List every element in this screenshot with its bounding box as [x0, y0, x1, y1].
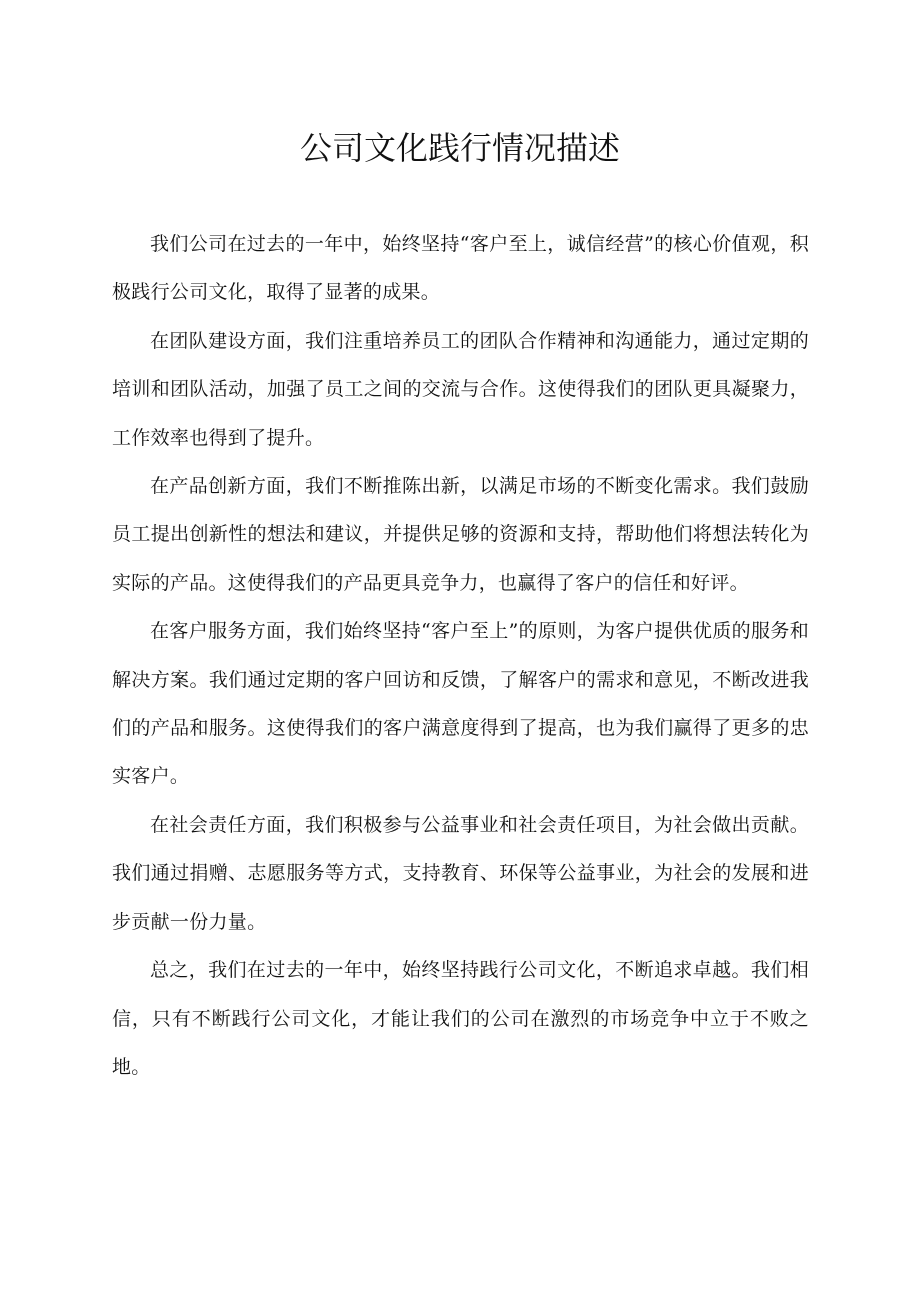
- document-body: [112, 220, 809, 1091]
- paragraph-conclusion: 总之，我们在过去的一年中，始终坚持践行公司文化，不断追求卓越。我们相信，只有不断践行公司文化，才能让我们的公司在激烈的市场竞争中立于不败之地。: [112, 959, 809, 1078]
- paragraph-social-responsibility: 在社会责任方面，我们积极参与公益事业和社会责任项目，为社会做出贡献。我们通过捐赠、志愿服务等方式，支持教育、环保等公益事业，为社会的发展和进步贡献一份力量。: [112, 813, 809, 933]
- page-title: 公司文化践行情况描述: [299, 129, 620, 167]
- paragraph-product-innovation: 在产品创新方面，我们不断推陈出新，以满足市场的不断变化需求。我们鼓励员工提出创新性的想法和建议，并提供足够的资源和支持，帮助他们将想法转化为实际的产品。这使得我们的产品更具竞争力，也赢得了客户的信任和好评。: [112, 475, 809, 594]
- paragraph-customer-service: 在客户服务方面，我们始终坚持“客户至上”的原则，为客户提供优质的服务和解决方案。我们通过定期的客户回访和反馈，了解客户的需求和意见，不断改进我们的产品和服务。这使得我们的客户满意度得到了提高，也为我们赢得了更多的忠实客户。: [112, 620, 809, 788]
- paragraph-team-building: 在团队建设方面，我们注重培养员工的团队合作精神和沟通能力，通过定期的培训和团队活动，加强了员工之间的交流与合作。这使得我们的团队更具凝聚力，工作效率也得到了提升。: [112, 329, 809, 449]
- paragraph-intro: 我们公司在过去的一年中，始终坚持“客户至上，诚信经营”的核心价值观，积极践行公司文化，取得了显著的成果。: [112, 233, 809, 304]
